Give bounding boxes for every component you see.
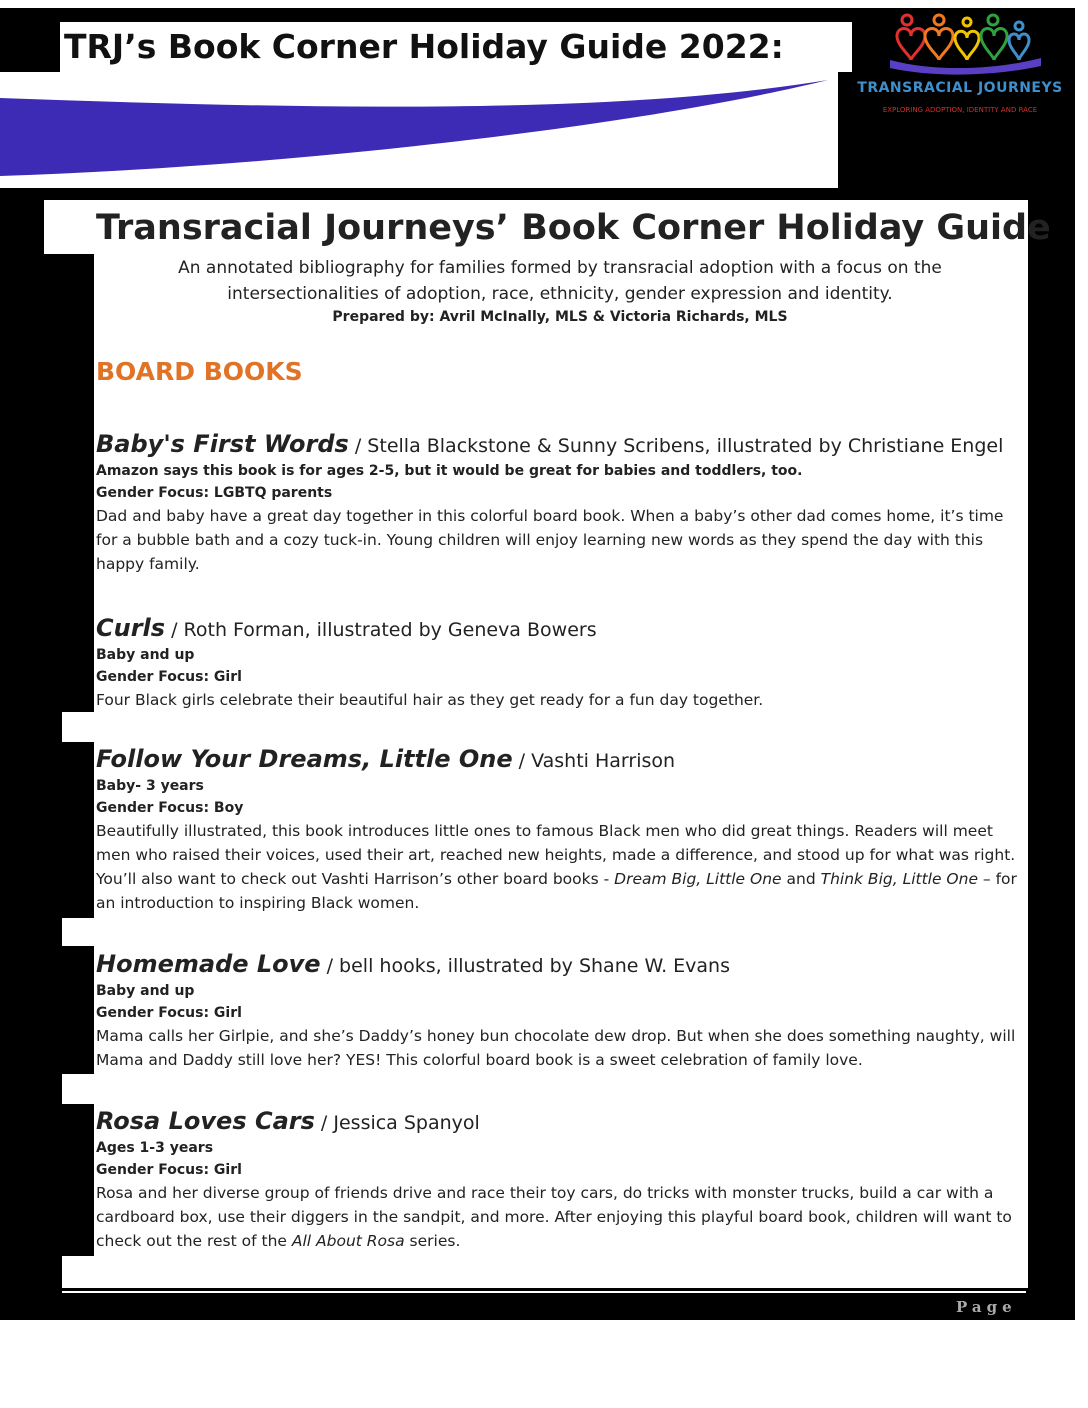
book-entry bbox=[96, 614, 1026, 712]
page-label: Page bbox=[956, 1298, 1017, 1316]
description-text: Rosa and her diverse group of friends drive and race their toy cars, do tricks with monster trucks, build a car with a cardboard box, use their diggers in the sandpit, and more. After enjoying this playful board book, children will want to check out the rest of the bbox=[96, 1184, 1012, 1250]
book-gender-focus: Gender Focus: Girl bbox=[96, 1005, 242, 1021]
book-description: Four Black girls celebrate their beautiful hair as they get ready for a fun day together. bbox=[96, 691, 764, 709]
book-title-line bbox=[96, 430, 1026, 460]
page-title: Transracial Journeys’ Book Corner Holiday Guide bbox=[96, 208, 1051, 248]
book-title-line bbox=[96, 614, 1026, 644]
book-gender-focus: Gender Focus: Girl bbox=[96, 669, 242, 685]
book-age: Amazon says this book is for ages 2-5, but it would be great for babies and toddlers, too. bbox=[96, 463, 803, 479]
book-title: Follow Your Dreams, Little One bbox=[96, 745, 513, 773]
book-age: Baby and up bbox=[96, 983, 195, 999]
book-title: Baby's First Words bbox=[96, 430, 349, 458]
book-title: Curls bbox=[96, 614, 166, 642]
book-description: Mama calls her Girlpie, and she’s Daddy’s honey bun chocolate dew drop. But when she does something naughty, will Mama and Daddy still love her? YES! This colorful board book is a sweet celebration of family love. bbox=[96, 1027, 1016, 1069]
book-age: Baby- 3 years bbox=[96, 778, 204, 794]
book-description bbox=[96, 1181, 1026, 1253]
purple-swoosh bbox=[0, 76, 840, 186]
description-text: – for an introduction to inspiring Black women. bbox=[96, 870, 1017, 912]
description-text: Beautifully illustrated, this book introduces little ones to famous Black men who did great things. Readers will meet men who raised their voices, used their art, reached new heights, made a difference, and stood up for what was right. You’ll also want to check out Vashti Harrison’s other board books - bbox=[96, 822, 1016, 888]
page-subtitle bbox=[96, 255, 1024, 307]
book-entry bbox=[96, 950, 1026, 1072]
logo-tagline: EXPLORING ADOPTION, IDENTITY AND RACE bbox=[882, 106, 1038, 114]
book-credit: / bell hooks, illustrated by Shane W. Evans bbox=[320, 955, 730, 977]
margin-notch-2 bbox=[62, 918, 96, 946]
book-entry bbox=[96, 430, 1026, 576]
related-title: All About Rosa bbox=[291, 1232, 405, 1250]
book-title: Rosa Loves Cars bbox=[96, 1107, 315, 1135]
book-credit: / Jessica Spanyol bbox=[314, 1112, 480, 1134]
book-credit: / Vashti Harrison bbox=[512, 750, 676, 772]
footer-rule bbox=[62, 1291, 1026, 1293]
book-age: Baby and up bbox=[96, 647, 195, 663]
related-title: Think Big, Little One bbox=[820, 870, 978, 888]
book-title: Homemade Love bbox=[96, 950, 321, 978]
book-gender-focus: Gender Focus: Girl bbox=[96, 1162, 242, 1178]
book-description: Dad and baby have a great day together in this colorful board book. When a baby’s other dad comes home, it’s time for a bubble bath and a cozy tuck-in. Young children will enjoy learning new words as they spend the day with this happy family. bbox=[96, 507, 1004, 573]
subtitle-line-1: An annotated bibliography for families formed by transracial adoption with a focus on the bbox=[178, 258, 942, 278]
section-heading: BOARD BOOKS bbox=[96, 357, 303, 386]
subtitle-line-2: intersectionalities of adoption, race, ethnicity, gender expression and identity. bbox=[227, 284, 893, 304]
book-gender-focus: Gender Focus: Boy bbox=[96, 800, 244, 816]
book-title-line bbox=[96, 950, 1026, 980]
book-credit: / Stella Blackstone & Sunny Scribens, illustrated by Christiane Engel bbox=[348, 435, 1004, 457]
related-title: Dream Big, Little One bbox=[614, 870, 782, 888]
logo-name: TRANSRACIAL JOURNEYS bbox=[857, 80, 1063, 96]
banner-frame-left bbox=[0, 8, 62, 72]
book-entry bbox=[96, 1107, 1026, 1253]
book-title-line bbox=[96, 1107, 1026, 1137]
description-text: and bbox=[781, 870, 821, 888]
margin-notch-1 bbox=[62, 712, 96, 742]
margin-notch-3 bbox=[62, 1074, 96, 1104]
banner-title: TRJ’s Book Corner Holiday Guide 2022: bbox=[64, 27, 784, 66]
book-age: Ages 1-3 years bbox=[96, 1140, 214, 1156]
book-credit: / Roth Forman, illustrated by Geneva Bowers bbox=[165, 619, 597, 641]
book-title-line bbox=[96, 745, 1026, 775]
description-text: series. bbox=[404, 1232, 461, 1250]
book-gender-focus: Gender Focus: LGBTQ parents bbox=[96, 485, 333, 501]
book-description bbox=[96, 819, 1026, 915]
prepared-by: Prepared by: Avril McInally, MLS & Victoria Richards, MLS bbox=[332, 309, 788, 325]
margin-notch-4 bbox=[62, 1256, 96, 1288]
book-entry bbox=[96, 745, 1026, 915]
